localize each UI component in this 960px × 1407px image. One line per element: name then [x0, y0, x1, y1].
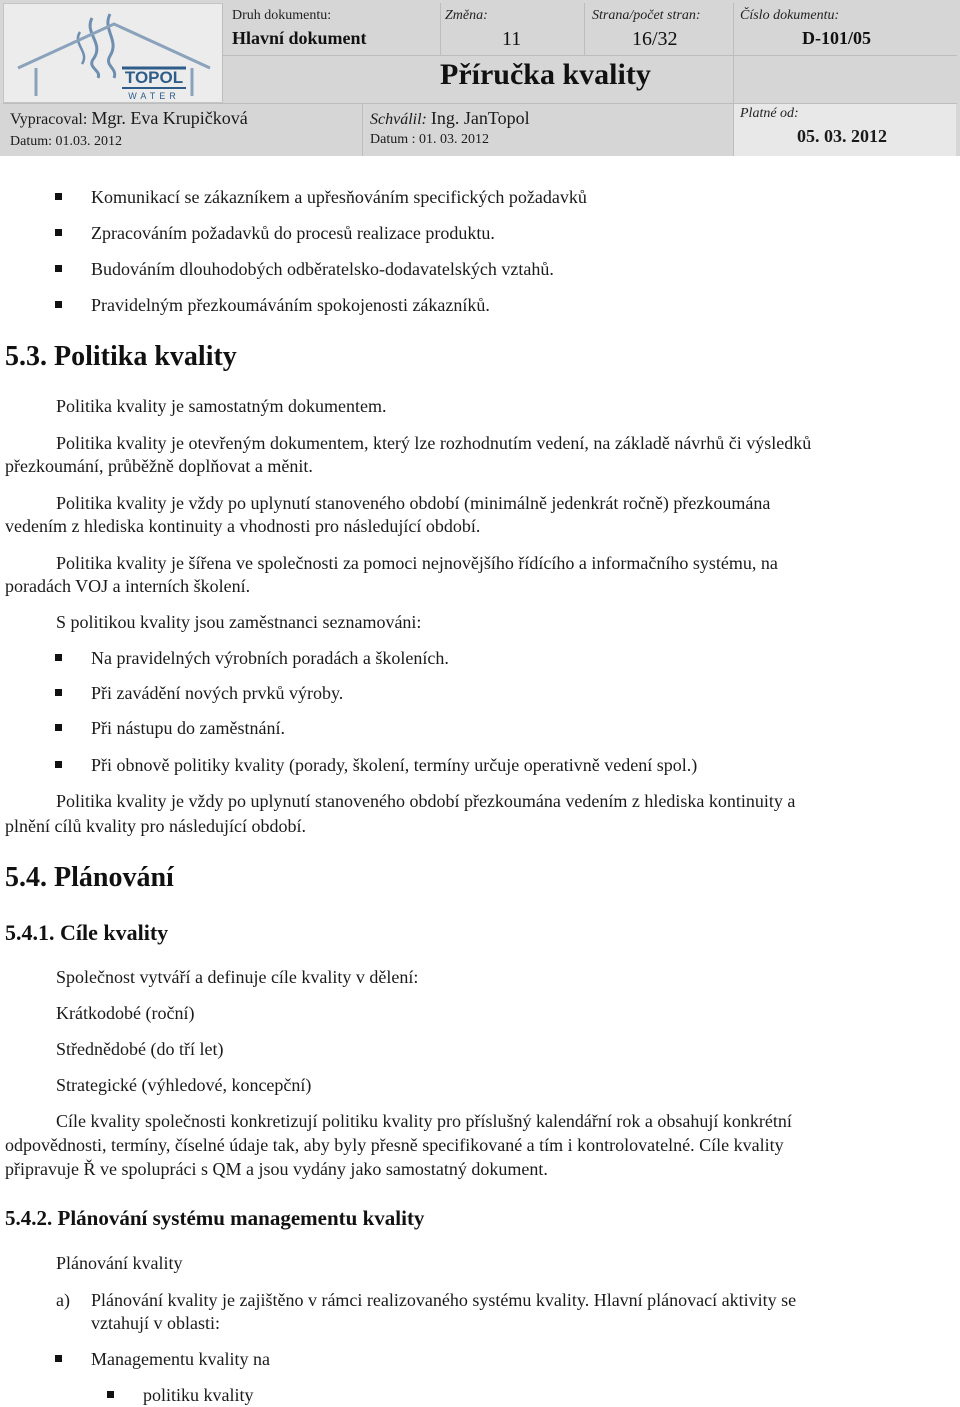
- paragraph: připravuje Ř ve spolupráci s QM a jsou vydány jako samostatný dokument.: [5, 1159, 548, 1179]
- list-item: Managementu kvality na: [91, 1349, 270, 1369]
- list-item: Budováním dlouhodobých odběratelsko-dodavatelských vztahů.: [91, 259, 554, 279]
- header-divider: [584, 3, 585, 55]
- change-label: Změna:: [445, 8, 488, 23]
- doc-number-label: Číslo dokumentu:: [740, 8, 840, 23]
- section-heading-5-3: 5.3. Politika kvality: [5, 341, 237, 372]
- paragraph: Politika kvality je vždy po uplynutí stanoveného období (minimálně jedenkrát ročně) přezkoumána: [56, 493, 771, 513]
- page-count-label: Strana/počet stran:: [592, 8, 701, 23]
- list-item: Pravidelným přezkoumáváním spokojenosti zákazníků.: [91, 295, 490, 315]
- bullet-icon: [55, 724, 62, 731]
- doc-type-label: Druh dokumentu:: [232, 8, 332, 23]
- list-item: Komunikací se zákazníkem a upřesňováním specifických požadavků: [91, 187, 587, 207]
- paragraph: Politika kvality je samostatným dokumentem.: [56, 396, 387, 416]
- header-divider: [733, 55, 957, 56]
- paragraph: přezkoumání, průběžně doplňovat a měnit.: [5, 456, 313, 476]
- approved-by-label: Schválil:: [370, 111, 427, 128]
- subsection-heading-5-4-1: 5.4.1. Cíle kvality: [5, 920, 169, 945]
- logo-brand-text: TOPOL: [124, 68, 184, 87]
- paragraph: vedením z hlediska kontinuity a vhodnosti pro následující období.: [5, 516, 481, 536]
- paragraph: Krátkodobé (roční): [56, 1003, 195, 1023]
- header-divider: [222, 55, 733, 56]
- prepared-by-value: Mgr. Eva Krupičková: [91, 108, 248, 128]
- topol-logo-icon: [14, 8, 214, 100]
- list-item: Zpracováním požadavků do procesů realizace produktu.: [91, 223, 495, 243]
- bullet-icon: [55, 1355, 62, 1362]
- paragraph: Střednědobé (do tří let): [56, 1039, 224, 1059]
- list-item: Na pravidelných výrobních poradách a školeních.: [91, 648, 449, 668]
- approved-by: [370, 108, 530, 129]
- bullet-icon: [55, 229, 62, 236]
- paragraph: Politika kvality je vždy po uplynutí stanoveného období přezkoumána vedením z hlediska kontinuity a: [56, 791, 796, 811]
- company-logo: [3, 3, 223, 103]
- header-divider: [440, 3, 441, 55]
- logo-sub-text: WATER: [128, 91, 180, 100]
- bullet-icon: [55, 689, 62, 696]
- page-count-value: 16/32: [632, 28, 678, 50]
- change-value: 11: [502, 28, 522, 50]
- list-item: politiku kvality: [143, 1385, 254, 1405]
- list-item: Při nástupu do zaměstnání.: [91, 718, 285, 738]
- paragraph: poradách VOJ a interních školení.: [5, 576, 251, 596]
- prepared-by-label: Vypracoval:: [10, 111, 88, 128]
- header-divider: [222, 3, 223, 101]
- paragraph: Politika kvality je šířena ve společnosti za pomoci nejnovějšího řídícího a informačního systému, na: [56, 553, 778, 573]
- bullet-icon: [55, 265, 62, 272]
- paragraph: Společnost vytváří a definuje cíle kvality v dělení:: [56, 967, 419, 987]
- list-marker-a: a): [56, 1290, 70, 1310]
- paragraph: Strategické (výhledové, koncepční): [56, 1075, 312, 1095]
- subsection-heading-5-4-2: 5.4.2. Plánování systému managementu kvality: [5, 1206, 425, 1230]
- paragraph: S politikou kvality jsou zaměstnanci seznamováni:: [56, 612, 422, 632]
- doc-number-value: D-101/05: [802, 28, 871, 48]
- list-item: Při obnově politiky kvality (porady, školení, termíny určuje operativně vedení spol.): [91, 755, 698, 775]
- section-heading-5-4: 5.4. Plánování: [5, 862, 174, 893]
- document-header: [0, 0, 960, 158]
- bullet-icon: [107, 1391, 114, 1398]
- paragraph: Plánování kvality je zajištěno v rámci realizovaného systému kvality. Hlavní plánovací aktivity se: [91, 1290, 797, 1310]
- approved-date: Datum : 01. 03. 2012: [370, 132, 489, 147]
- prepared-date: Datum: 01.03. 2012: [10, 134, 122, 149]
- doc-type-value: Hlavní dokument: [232, 28, 367, 48]
- bullet-icon: [55, 654, 62, 661]
- paragraph: Plánování kvality: [56, 1253, 183, 1273]
- prepared-by: [10, 108, 248, 129]
- valid-from-label: Platné od:: [740, 106, 799, 121]
- paragraph: plnění cílů kvality pro následující období.: [5, 816, 306, 836]
- paragraph: Cíle kvality společnosti konkretizují politiku kvality pro příslušný kalendářní rok a obsahují konkrétní: [56, 1111, 792, 1131]
- paragraph: Politika kvality je otevřeným dokumentem, který lze rozhodnutím vedení, na základě návrhů či výsledků: [56, 433, 812, 453]
- paragraph: odpovědnosti, termíny, číselné údaje tak, aby byly přesně specifikované a tím i kontrolovatelné. Cíle kvality: [5, 1135, 784, 1155]
- bullet-icon: [55, 193, 62, 200]
- paragraph: vztahují v oblasti:: [91, 1313, 220, 1333]
- bullet-icon: [55, 301, 62, 308]
- approved-by-value: Ing. JanTopol: [430, 108, 530, 128]
- valid-from-value: 05. 03. 2012: [797, 126, 887, 146]
- list-item: Při zavádění nových prvků výroby.: [91, 683, 344, 703]
- bullet-icon: [55, 761, 62, 768]
- document-title: Příručka kvality: [440, 58, 651, 91]
- header-divider: [362, 104, 363, 156]
